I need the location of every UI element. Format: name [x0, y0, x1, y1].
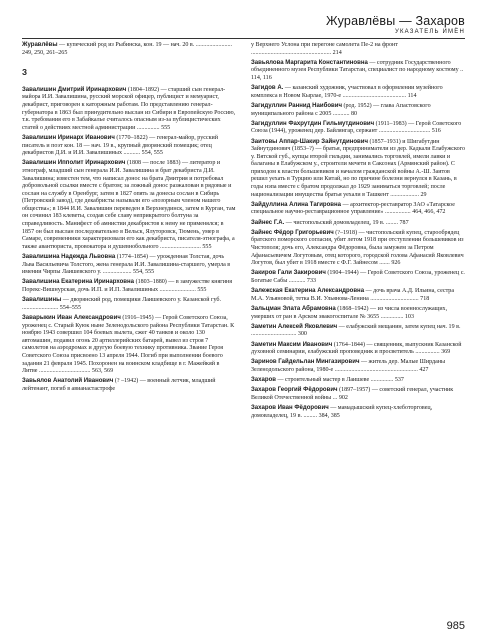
- entry-pages: 464, 466, 472: [412, 209, 446, 216]
- entry-text: (род. 1952) — глава Апастовского муниципального района с 2005 ...........: [251, 102, 431, 117]
- entry-text: (1916–1945) — Герой Советского Союза, уроженец с. Старый Куюк ныне Зеленодольского района Республики Татарстан. К ноябрю 1943 совершил 104 боевых вылета, сжег 40 танков и около 130 автомашин, подавил огонь 20 артиллерийских батарей, вывел из строя 7 самолетов на аэродромах и другую боевую технику противника. Звание Героя Советского Союза присвоено 13 апреля 1944. Погиб при выполнении боевого задания 21 февраля 1945. Похоронен на воинском кладбище в г. Мажейкяй в Литве ..................................: [22, 314, 235, 375]
- index-entry: [251, 324, 465, 339]
- index-entry: [251, 359, 465, 374]
- index-entry: [22, 315, 236, 376]
- entry-name: Заитовы Аппар-Шакир Зайнутдинович: [251, 138, 368, 145]
- entry-pages: 537: [394, 377, 404, 384]
- index-entry: [251, 85, 465, 100]
- entry-pages: 114: [407, 92, 417, 99]
- entry-text: — казанский художник, участвовал в оформлении музейного комплекса в Новом Кырлае, 1970-е ..........................................: [251, 85, 443, 99]
- entry-name: Журавлёвы: [22, 42, 58, 48]
- entry-text: — сотрудник Государственного объединенного музея Республики Татарстан, специалист по народному костюму ..: [251, 59, 464, 74]
- entry-name: Завалишины: [22, 297, 62, 304]
- entry-text: — житель дер. Малые Ширданы Зеленодольского района, 1980-е .......................................................: [251, 359, 446, 373]
- header-rule: [22, 38, 465, 39]
- entry-name: Захаров Георгий Фёдорович: [251, 387, 338, 394]
- entry-name: Завьялов Анатолий Иванович: [22, 378, 114, 385]
- index-entry: [22, 279, 236, 294]
- entry-pages: 103: [404, 313, 414, 320]
- index-entry: [22, 297, 236, 312]
- entry-pages: 733: [306, 277, 316, 284]
- entry-pages: 902: [338, 394, 348, 401]
- entry-pages: 369: [441, 349, 451, 356]
- entry-pages: 80: [351, 110, 358, 117]
- entry-text: — елабужский мещанин, затем купец нач. 19 в. ..............................: [251, 323, 461, 338]
- index-entry: [251, 342, 465, 357]
- entry-name: Завалишина Екатерина Иринарховна: [22, 279, 135, 286]
- index-entry: [251, 377, 465, 385]
- entry-name: Заметин Максим Иванович: [251, 341, 333, 348]
- entry-name: Заметин Алексей Яковлевич: [251, 323, 338, 330]
- entry-pages: 554, 555: [141, 150, 163, 157]
- entry-pages: 554–555: [59, 304, 81, 311]
- entry-name: Завалишин Ипполит Иринархович: [22, 160, 126, 167]
- right-column: [251, 42, 465, 423]
- section-letter: З: [22, 68, 28, 78]
- entry-name: Завьялова Маргарита Константиновна: [251, 59, 368, 66]
- index-entry: [251, 387, 465, 402]
- index-entry: [22, 160, 236, 251]
- index-entry: [251, 270, 465, 285]
- index-entry: [251, 288, 465, 303]
- entry-text: — купеческий род из Рыбинска, кон. 19 — нач. 20 в. ........................: [59, 42, 233, 48]
- entry-text: (1911–1983) — Герой Советского Союза (1944), уроженец дер. Байлянгар, сержант ..................................: [251, 120, 462, 135]
- entry-text: (1857–1931) и Шигабутдин Зайнутдинович (1853–?) — братья, предприниматели из дер. Кадкали Елабужского у. Вятской губ., купцы второй гильдии, занимались торговлей, имели лавки и балаганы в Елабужском у., строители мечети в Саксонах (Армянский район). С приходом к власти большевиков и началом гражданской войны А.-Ш. Заитов решил уехать в Турцию или Китай, но по причине болезни вернулся в Казань, в годы нэпа вместе с братом продолжал до 1929 заниматься торговлей; после национализации имущества братья уехали в Ташкент ...................: [251, 138, 465, 198]
- entry-name: Загидов А.: [251, 85, 284, 92]
- left-column: [22, 42, 236, 396]
- entry-name: Закиров Гали Закирович: [251, 270, 326, 277]
- entry-pages: 555: [197, 287, 207, 293]
- index-entry: [251, 202, 465, 217]
- index-entry: [251, 306, 465, 321]
- entry-pages: 249, 250, 261–265: [22, 49, 68, 56]
- index-entry: [22, 42, 236, 57]
- entry-pages: 29: [420, 191, 427, 198]
- entry-text: (1803–1880) — в замужестве княгиня Порекс-Вишнурская, дочь И.П. и И.П. Завалишиных ........................: [22, 279, 233, 293]
- entry-text: (1770–1822) — генерал-майор, русский писатель и поэт кон. 18 — нач. 19 в., крупный дворянский помещик; отец декабристов Д.И. и И.И. Завалишиных ...........: [22, 134, 219, 157]
- running-head-subtitle: УКАЗАТЕЛЬ ИМЁН: [394, 29, 465, 35]
- index-entry: [251, 103, 465, 118]
- entry-name: Загидуллин Раннид Наибович: [251, 102, 342, 109]
- entry-name: Завалишин Иринарх Иванович: [22, 134, 115, 141]
- entry-name: Заринов Гайдельлан Мингазирович: [251, 359, 360, 366]
- entry-pages: 563, 569: [91, 368, 114, 375]
- page-number: 985: [446, 620, 465, 632]
- entry-text: — архитектор-реставратор ЗАО «Татарское специальное научно-реставрационное управление» .................: [251, 201, 455, 216]
- running-head: [326, 14, 465, 35]
- entry-pages: 718: [420, 295, 430, 302]
- entry-pages: 214: [332, 49, 342, 56]
- entry-pages: 926: [391, 260, 401, 267]
- entry-text: (? –1942) — военный летчик, младший лейтенант, погиб в авианастастрофе: [22, 378, 216, 392]
- index-entry: [251, 60, 465, 83]
- index-entry: [22, 378, 236, 393]
- index-entry: [22, 135, 236, 158]
- entry-text: — дочь врача А.Д. Ильина, сестра М.А. Ульяновой, тетка В.И. Ульянова-Ленина ................................: [251, 288, 455, 302]
- right-entries: [251, 42, 465, 420]
- entry-name: Заварыкин Иван Александрович: [22, 314, 121, 321]
- entry-text: у Верхнего Услона при перегоне самолета Пе-2 на фронт .....................................................: [251, 42, 398, 56]
- entry-text: (1774–1854) — урожденная Толстая, дочь Льва Васильевича Толстого, жена генерала И.И. Завалишина-старшего, умерла в имении Чирпы Лаишевского у. ...................: [22, 254, 231, 276]
- entry-pages: 384, 385: [318, 412, 340, 419]
- entry-text: (1868–1942) — из числа военнослужащих, умерших от ран в Арском эвакогоспитале № 3655 ...............: [251, 305, 448, 320]
- entry-text: — строительный мастер в Лаишеве ...............: [277, 377, 394, 384]
- index-entry: [251, 139, 465, 200]
- index-entry: [251, 230, 465, 268]
- entry-text: — мамадышский купец-хлеботорговец, домовладелец, 19 в. .........: [251, 405, 433, 419]
- left-top-entries: [22, 42, 236, 57]
- entry-text: — дворянский род, помещики Лаишевского у. Казанской губ. ........................: [22, 297, 222, 311]
- entry-name: Зайнес Г.А.: [251, 219, 285, 226]
- entry-text: (?–1918) — чистопольский купец, старообрядец братского поморского согласия, убит летом 1918 при отступлении большевиков из Чистополя; дочь его, Александра Фёдоровна, была замужем за Петром Афанасьевичем Логутовым, отец которого, городской голова Афанасий Яковлевич Логутов, был убит в 1918 вместе с Ф.Г. Зайнесом .......: [251, 229, 464, 267]
- index-entry: [22, 254, 236, 277]
- entry-text: (1764–1844) — священник, выпускник Казанской духовной семинарии, елабужский проповедник и просветитель ................: [251, 341, 462, 356]
- entry-text: (1808 — после 1883) — литератор и этнограф, младший сын генерала И.И. Завалишина и брат декабриста Д.И. Завалишина; известен тем, что написал донос на брата Дмитрия и потребовал добровольной ссылки вместе с братом; за ложный донос разжалован в рядовые и сослан на службу в Оренбург, затем в 1827 опять за донесы сослан в Сибирь (Петровский завод), где декабристы называли его «позорным членом нашего общества»; в 1844 И.И. Завалишин переведен в Верхнеудинск, затем в Курган, там он сочинил 183 клеветы, создав себе славу неприкрытого болтуна за справедливость. Манифест об амнистии декабристов к нему не применялся; в 1857 он был выслан последовательно в Вельск, Ялуторовск, Тюмень, умер в Самаре, современники характеризовали его как декабриста, писателя-этнографа, а также авантюриста, провокатора и душевнобольного ...........................: [22, 160, 236, 250]
- entry-name: Зайдуллина Алина Тагировна: [251, 201, 342, 208]
- entry-name: Залежская Екатерина Александровна: [251, 288, 365, 295]
- entry-pages: 787: [399, 219, 409, 226]
- entry-text: — чистопольский домовладелец, 19 в. ........: [285, 219, 398, 226]
- index-entry: [251, 405, 465, 420]
- entry-name: Загидуллин Фахрутдин Гильмутдинович: [251, 120, 375, 127]
- index-entry: [251, 121, 465, 136]
- entry-name: Завалишин Дмитрий Иринархович: [22, 86, 127, 93]
- entry-text: (1804–1892) — старший сын генерал-майора И.И. Завалишина, русский морской офицер, публицист и мемуарист, декабрист, приговорен к каторжным работам. По представлению генерал-губернатора в 1863 был принудительно выслан из Сибири в Европейскую Россию, т.к. требования его в Забайкалье считалось опасным из-за публицистических статей о действиях местной администрации ...............: [22, 86, 236, 131]
- entry-pages: 427: [419, 366, 429, 373]
- running-head-title: Журавлёвы — Захаров: [326, 14, 465, 28]
- entry-pages: 555: [202, 243, 212, 250]
- index-entry: [22, 87, 236, 133]
- entry-name: Захаров: [251, 377, 276, 384]
- index-entry: [251, 42, 465, 57]
- left-entries: [22, 87, 236, 394]
- entry-name: Завалишина Надежда Львовна: [22, 254, 116, 261]
- entry-text: (1897–1957) — советский генерал, участник Великой Отечественной войны ...: [251, 387, 454, 401]
- entry-pages: 114, 116: [251, 74, 272, 81]
- entry-name: Захаров Иван Фёдорович: [251, 405, 329, 412]
- entry-pages: 555: [161, 124, 171, 131]
- entry-pages: 516: [431, 128, 441, 135]
- entry-pages: 554, 555: [133, 269, 155, 276]
- entry-name: Зальцман Элата Абрамовна: [251, 305, 336, 312]
- entry-pages: 300: [297, 331, 307, 338]
- entry-name: Зайнес Фёдор Григорьевич: [251, 229, 334, 236]
- index-entry: [251, 220, 465, 228]
- entry-text: (1904–1944) — Герой Советского Союза, уроженец с. Богатые Сабы ...........: [251, 270, 465, 284]
